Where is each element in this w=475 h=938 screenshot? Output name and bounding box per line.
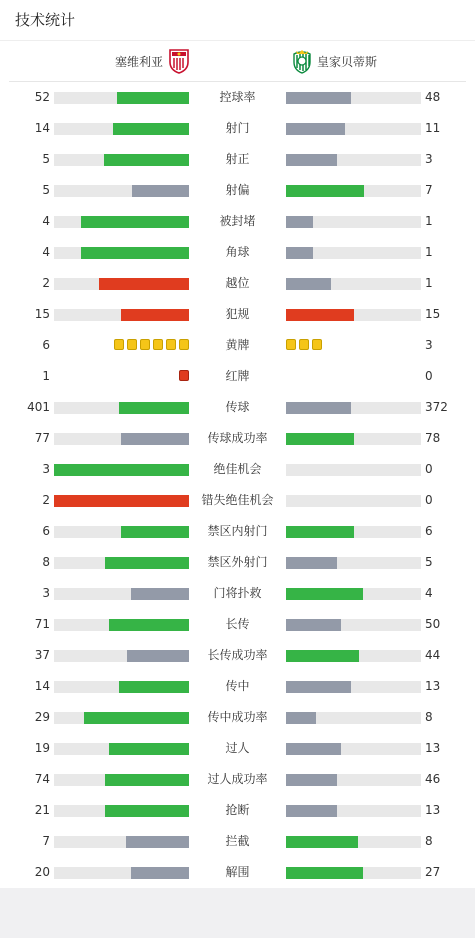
home-bar-track: [54, 123, 189, 135]
home-value: 4: [42, 245, 50, 259]
home-bar-fill: [105, 557, 189, 569]
home-bar-fill: [104, 154, 189, 166]
yellow-card-icon: [312, 339, 322, 350]
home-bar-fill: [109, 743, 189, 755]
away-value: 13: [425, 741, 441, 755]
stat-row: [0, 82, 475, 113]
home-value: 71: [34, 617, 50, 631]
stat-row: [0, 454, 475, 485]
stat-row: [0, 578, 475, 609]
away-bar-track: [286, 557, 421, 569]
home-value: 7: [42, 834, 50, 848]
stat-label: 黄牌: [225, 338, 250, 352]
stat-label: 射门: [225, 121, 250, 135]
stat-row: [0, 113, 475, 144]
home-cards: [114, 339, 189, 350]
away-bar-track: [286, 247, 421, 259]
home-bar-track: [54, 309, 189, 321]
stat-label: 越位: [225, 276, 250, 290]
home-bar-track: [54, 216, 189, 228]
home-bar-track: [54, 681, 189, 693]
home-value: 6: [42, 338, 50, 352]
away-value: 11: [425, 121, 441, 135]
away-value: 15: [425, 307, 441, 321]
stat-row: [0, 516, 475, 547]
away-bar-track: [286, 185, 421, 197]
home-bar-fill: [131, 867, 189, 879]
stat-label: 传中: [225, 679, 250, 693]
away-value: 0: [425, 493, 433, 507]
away-bar-fill: [286, 309, 354, 321]
home-bar-track: [54, 650, 189, 662]
stat-row: [0, 268, 475, 299]
stat-row: [0, 206, 475, 237]
home-bar-fill: [121, 526, 189, 538]
home-bar-track: [54, 185, 189, 197]
yellow-card-icon: [299, 339, 309, 350]
away-bar-track: [286, 216, 421, 228]
away-bar-fill: [286, 681, 351, 693]
away-value: 0: [425, 369, 433, 383]
away-bar-fill: [286, 712, 316, 724]
home-bar-fill: [81, 216, 189, 228]
home-bar-fill: [54, 464, 189, 476]
away-bar-track: [286, 433, 421, 445]
stat-row: [0, 392, 475, 423]
home-bar-fill: [126, 836, 189, 848]
away-team[interactable]: [291, 41, 377, 81]
home-value: 3: [42, 586, 50, 600]
stat-label: 禁区内射门: [207, 524, 268, 538]
away-bar-track: [286, 805, 421, 817]
stat-row: [0, 640, 475, 671]
away-value: 1: [425, 245, 433, 259]
home-bar-track: [54, 619, 189, 631]
away-bar-track: [286, 774, 421, 786]
stat-label: 门将扑救: [213, 586, 262, 600]
away-bar-fill: [286, 185, 364, 197]
stat-row: [0, 795, 475, 826]
away-team-name: 皇家贝蒂斯: [317, 54, 378, 69]
stat-row: [0, 764, 475, 795]
home-value: 1: [42, 369, 50, 383]
home-bar-fill: [113, 123, 189, 135]
away-bar-fill: [286, 743, 341, 755]
away-bar-track: [286, 619, 421, 631]
stat-label: 绝佳机会: [213, 462, 262, 476]
home-value: 52: [34, 90, 50, 104]
away-bar-fill: [286, 588, 363, 600]
away-bar-track: [286, 681, 421, 693]
away-bar-track: [286, 309, 421, 321]
home-team-name: 塞维利亚: [114, 54, 163, 69]
stat-label: 控球率: [219, 90, 256, 104]
away-value: 1: [425, 276, 433, 290]
away-bar-fill: [286, 247, 313, 259]
home-bar-track: [54, 92, 189, 104]
away-bar-fill: [286, 619, 341, 631]
away-bar-fill: [286, 216, 313, 228]
home-bar-fill: [121, 433, 189, 445]
stat-row: [0, 826, 475, 857]
stat-label: 犯规: [225, 307, 250, 321]
stat-row: [0, 175, 475, 206]
yellow-card-icon: [166, 339, 176, 350]
home-value: 14: [34, 121, 50, 135]
home-bar-track: [54, 402, 189, 414]
stat-row: [0, 702, 475, 733]
home-value: 15: [34, 307, 50, 321]
away-bar-fill: [286, 836, 358, 848]
away-bar-track: [286, 743, 421, 755]
away-bar-fill: [286, 433, 354, 445]
home-bar-track: [54, 712, 189, 724]
home-bar-track: [54, 805, 189, 817]
home-value: 2: [42, 276, 50, 290]
away-value: 6: [425, 524, 433, 538]
away-cards: [286, 339, 322, 350]
away-value: 4: [425, 586, 433, 600]
away-bar-fill: [286, 526, 354, 538]
away-value: 5: [425, 555, 433, 569]
home-bar-fill: [109, 619, 189, 631]
yellow-card-icon: [179, 339, 189, 350]
stat-row: [0, 485, 475, 516]
stat-label: 传中成功率: [207, 710, 268, 724]
home-bar-fill: [119, 402, 189, 414]
away-value: 8: [425, 710, 433, 724]
away-bar-track: [286, 92, 421, 104]
home-bar-fill: [119, 681, 189, 693]
away-value: 8: [425, 834, 433, 848]
away-bar-fill: [286, 557, 337, 569]
home-bar-fill: [105, 774, 189, 786]
home-value: 8: [42, 555, 50, 569]
away-bar-fill: [286, 123, 345, 135]
away-bar-fill: [286, 278, 331, 290]
stat-row: [0, 423, 475, 454]
home-value: 37: [34, 648, 50, 662]
stat-label: 长传: [225, 617, 250, 631]
away-value: 27: [425, 865, 441, 879]
home-bar-track: [54, 774, 189, 786]
page-title: 技术统计: [0, 0, 475, 41]
home-bar-fill: [99, 278, 189, 290]
stat-label: 拦截: [225, 834, 250, 848]
home-value: 5: [42, 152, 50, 166]
away-value: 44: [425, 648, 441, 662]
betis-crest-icon: [291, 48, 313, 74]
away-bar-fill: [286, 774, 337, 786]
home-bar-track: [54, 557, 189, 569]
home-team[interactable]: [115, 41, 190, 81]
away-bar-track: [286, 123, 421, 135]
away-value: 0: [425, 462, 433, 476]
home-bar-fill: [127, 650, 189, 662]
yellow-card-icon: [153, 339, 163, 350]
home-value: 4: [42, 214, 50, 228]
away-bar-track: [286, 867, 421, 879]
stat-row: [0, 237, 475, 268]
stat-label: 禁区外射门: [207, 555, 268, 569]
away-bar-track: [286, 836, 421, 848]
away-value: 78: [425, 431, 441, 445]
away-value: 1: [425, 214, 433, 228]
stat-row: [0, 144, 475, 175]
home-value: 6: [42, 524, 50, 538]
home-bar-fill: [131, 588, 189, 600]
home-value: 20: [34, 865, 50, 879]
stat-label: 射正: [225, 152, 250, 166]
stat-label: 角球: [225, 245, 250, 259]
home-bar-fill: [81, 247, 189, 259]
home-value: 14: [34, 679, 50, 693]
home-bar-track: [54, 278, 189, 290]
away-value: 7: [425, 183, 433, 197]
home-bar-track: [54, 588, 189, 600]
away-bar-fill: [286, 402, 351, 414]
away-value: 13: [425, 803, 441, 817]
home-value: 3: [42, 462, 50, 476]
home-value: 5: [42, 183, 50, 197]
away-bar-track: [286, 526, 421, 538]
stat-label: 传球: [225, 400, 250, 414]
away-value: 13: [425, 679, 441, 693]
stat-label: 过人成功率: [207, 772, 268, 786]
red-card-icon: [179, 370, 189, 381]
away-bar-track: [286, 650, 421, 662]
yellow-card-icon: [127, 339, 137, 350]
stat-row: [0, 361, 475, 392]
away-bar-track: [286, 712, 421, 724]
home-value: 77: [34, 431, 50, 445]
away-bar-fill: [286, 154, 337, 166]
away-bar-track: [286, 495, 421, 507]
stat-label: 抢断: [225, 803, 250, 817]
home-bar-track: [54, 836, 189, 848]
away-bar-track: [286, 278, 421, 290]
away-bar-track: [286, 402, 421, 414]
home-bar-track: [54, 433, 189, 445]
away-bar-fill: [286, 650, 359, 662]
stat-row: [0, 547, 475, 578]
home-value: 401: [27, 400, 50, 414]
stat-row: [0, 330, 475, 361]
away-bar-track: [286, 588, 421, 600]
away-bar-fill: [286, 92, 351, 104]
stat-label: 解围: [225, 865, 250, 879]
home-bar-track: [54, 464, 189, 476]
home-bar-fill: [121, 309, 189, 321]
away-value: 372: [425, 400, 448, 414]
home-bar-track: [54, 526, 189, 538]
home-bar-fill: [54, 495, 189, 507]
away-bar-fill: [286, 805, 337, 817]
home-value: 2: [42, 493, 50, 507]
stat-row: [0, 733, 475, 764]
teams-header: [9, 41, 466, 82]
home-value: 21: [34, 803, 50, 817]
stat-label: 长传成功率: [207, 648, 268, 662]
home-bar-track: [54, 743, 189, 755]
home-value: 29: [34, 710, 50, 724]
home-bar-track: [54, 247, 189, 259]
away-bar-track: [286, 154, 421, 166]
stat-row: [0, 671, 475, 702]
stats-list: [0, 82, 475, 888]
away-value: 48: [425, 90, 441, 104]
stat-label: 红牌: [225, 369, 250, 383]
away-bar-track: [286, 464, 421, 476]
away-value: 3: [425, 152, 433, 166]
away-value: 50: [425, 617, 441, 631]
stat-label: 传球成功率: [207, 431, 268, 445]
home-bar-fill: [132, 185, 189, 197]
yellow-card-icon: [140, 339, 150, 350]
home-value: 74: [34, 772, 50, 786]
home-value: 19: [34, 741, 50, 755]
away-value: 46: [425, 772, 441, 786]
away-bar-fill: [286, 867, 363, 879]
stat-label: 过人: [225, 741, 250, 755]
sevilla-crest-icon: [168, 48, 190, 74]
home-bar-fill: [84, 712, 189, 724]
stat-label: 错失绝佳机会: [201, 493, 274, 507]
yellow-card-icon: [286, 339, 296, 350]
stat-label: 被封堵: [219, 214, 256, 228]
yellow-card-icon: [114, 339, 124, 350]
away-value: 3: [425, 338, 433, 352]
stat-label: 射偏: [225, 183, 250, 197]
home-bar-fill: [105, 805, 189, 817]
home-bar-track: [54, 867, 189, 879]
stat-row: [0, 609, 475, 640]
home-bar-track: [54, 495, 189, 507]
home-bar-track: [54, 154, 189, 166]
stat-row: [0, 299, 475, 330]
home-bar-fill: [117, 92, 189, 104]
stat-row: [0, 857, 475, 888]
home-cards: [179, 370, 189, 381]
